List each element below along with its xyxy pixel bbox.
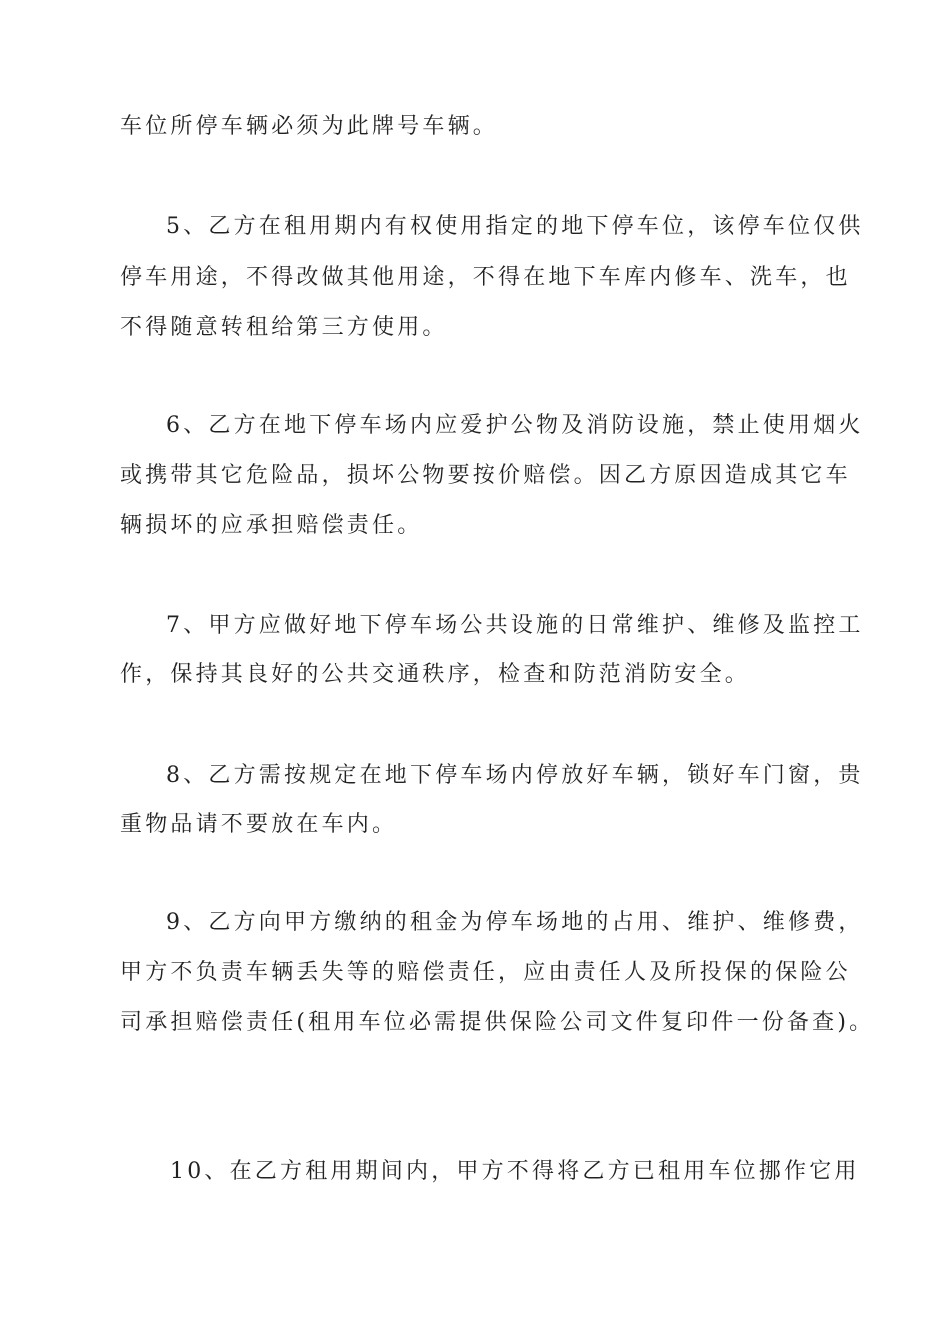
clause-8-line-1: 8、乙方需按规定在地下停车场内停放好车辆，锁好车门窗，贵 bbox=[166, 763, 864, 788]
clause-5-line-3: 不得随意转租给第三方使用。 bbox=[120, 315, 448, 340]
clause-5-line-2: 停车用途，不得改做其他用途，不得在地下车库内修车、洗车，也 bbox=[120, 265, 851, 290]
clause-9-line-1: 9、乙方向甲方缴纳的租金为停车场地的占用、维护、维修费， bbox=[166, 910, 864, 935]
paragraph-continuation-line-1: 车位所停车辆必须为此牌号车辆。 bbox=[120, 114, 499, 139]
clause-9-line-2: 甲方不负责车辆丢失等的赔偿责任，应由责任人及所投保的保险公 bbox=[120, 960, 851, 985]
clause-6-line-1: 6、乙方在地下停车场内应爱护公物及消防设施，禁止使用烟火 bbox=[166, 413, 864, 438]
clause-6-line-2: 或携带其它危险品，损坏公物要按价赔偿。因乙方原因造成其它车 bbox=[120, 463, 851, 488]
clause-7-line-2: 作，保持其良好的公共交通秩序，检查和防范消防安全。 bbox=[120, 662, 751, 687]
clause-5-line-1: 5、乙方在租用期内有权使用指定的地下停车位，该停车位仅供 bbox=[166, 214, 864, 239]
clause-7-line-1: 7、甲方应做好地下停车场公共设施的日常维护、维修及监控工 bbox=[166, 613, 864, 638]
clause-10-line-1: 10、在乙方租用期间内，甲方不得将乙方已租用车位挪作它用 bbox=[170, 1159, 860, 1184]
clause-9-line-3: 司承担赔偿责任(租用车位必需提供保险公司文件复印件一份备查)。 bbox=[120, 1010, 875, 1035]
clause-8-line-2: 重物品请不要放在车内。 bbox=[120, 812, 398, 837]
clause-6-line-3: 辆损坏的应承担赔偿责任。 bbox=[120, 513, 423, 538]
